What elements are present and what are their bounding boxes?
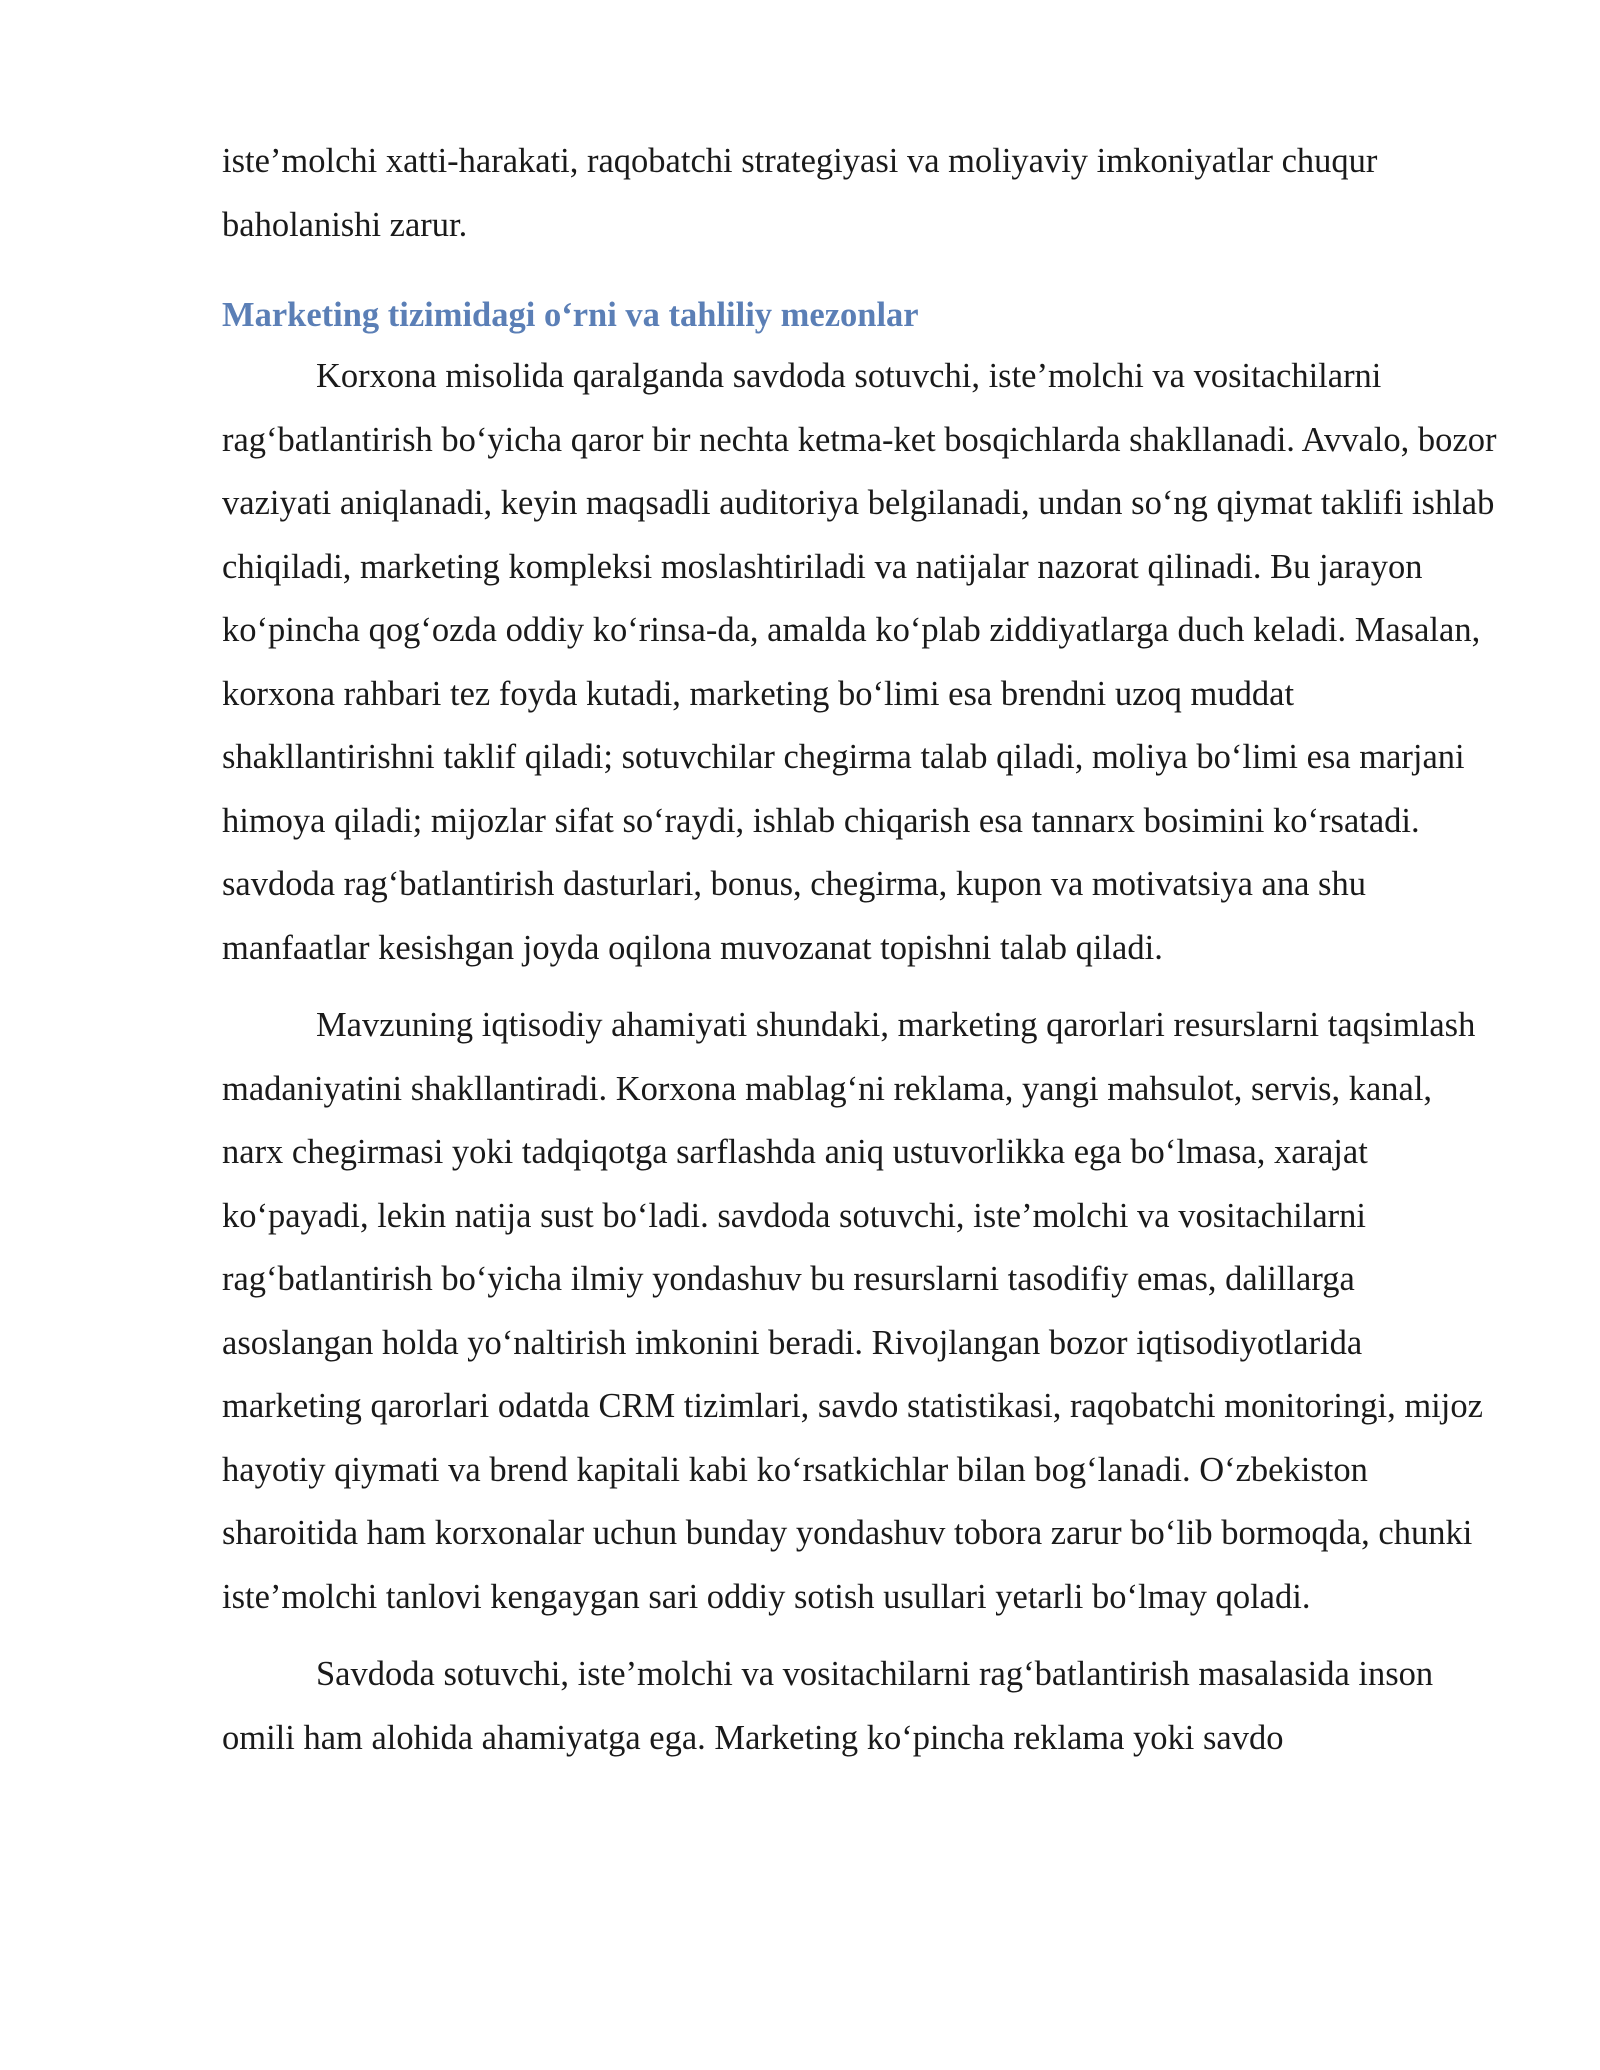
- document-page: [222, 130, 1500, 1784]
- body-paragraph-1: Korxona misolida qaralganda savdoda sotuvchi, iste’molchi va vositachilarni rag‘batlantirish bo‘yicha qaror bir nechta ketma-ket bosqichlarda shakllanadi. Avvalo, bozor vaziyati aniqlanadi, keyin maqsadli auditoriya belgilanadi, undan so‘ng qiymat taklifi ishlab chiqiladi, marketing kompleksi moslashtiriladi va natijalar nazorat qilinadi. Bu jarayon ko‘pincha qog‘ozda oddiy ko‘rinsa-da, amalda ko‘plab ziddiyatlarga duch keladi. Masalan, korxona rahbari tez foyda kutadi, marketing bo‘limi esa brendni uzoq muddat shakllantirishni taklif qiladi; sotuvchilar chegirma talab qiladi, moliya bo‘limi esa marjani himoya qiladi; mijozlar sifat so‘raydi, ishlab chiqarish esa tannarx bosimini ko‘rsatadi. savdoda rag‘batlantirish dasturlari, bonus, chegirma, kupon va motivatsiya ana shu manfaatlar kesishgan joyda oqilona muvozanat topishni talab qiladi.: [222, 357, 1497, 967]
- body-paragraph-3: Savdoda sotuvchi, iste’molchi va vositachilarni rag‘batlantirish masalasida inson omili ham alohida ahamiyatga ega. Marketing ko‘pincha reklama yoki savdo: [222, 1655, 1434, 1757]
- body-paragraph-2: Mavzuning iqtisodiy ahamiyati shundaki, marketing qarorlari resurslarni taqsimlash madaniyatini shakllantiradi. Korxona mablag‘ni reklama, yangi mahsulot, servis, kanal, narx chegirmasi yoki tadqiqotga sarflashda aniq ustuvorlikka ega bo‘lmasa, xarajat ko‘payadi, lekin natija sust bo‘ladi. savdoda sotuvchi, iste’molchi va vositachilarni rag‘batlantirish bo‘yicha ilmiy yondashuv bu resurslarni tasodifiy emas, dalillarga asoslangan holda yo‘naltirish imkonini beradi. Rivojlangan bozor iqtisodiyotlarida marketing qarorlari odatda CRM tizimlari, savdo statistikasi, raqobatchi monitoringi, mijoz hayotiy qiymati va brend kapitali kabi ko‘rsatkichlar bilan bog‘lanadi. O‘zbekiston sharoitida ham korxonalar uchun bunday yondashuv tobora zarur bo‘lib bormoqda, chunki iste’molchi tanlovi kengaygan sari oddiy sotish usullari yetarli bo‘lmay qoladi.: [222, 1006, 1483, 1616]
- section-heading: Marketing tizimidagi o‘rni va tahliliy mezonlar: [222, 296, 919, 334]
- paragraph-continuation: iste’molchi xatti-harakati, raqobatchi strategiyasi va moliyaviy imkoniyatlar chuqur baholanishi zarur.: [222, 142, 1378, 244]
